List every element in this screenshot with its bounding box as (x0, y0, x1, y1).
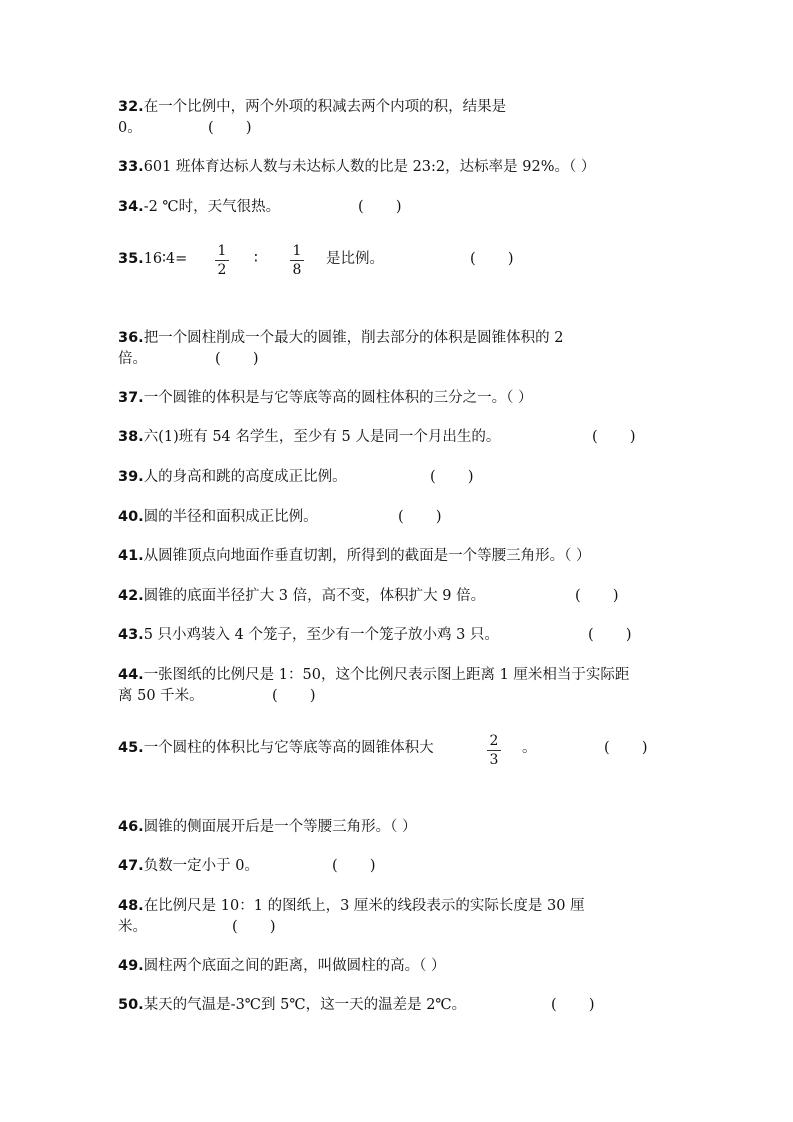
question-text: 5 只小鸡装入 4 个笼子，至少有一个笼子放小鸡 3 只。 (143, 627, 499, 643)
question-text: 601 班体育达标人数与未达标人数的比是 23:2，达标率是 92%。（ ） (143, 159, 596, 175)
question-text: 16∶4= (143, 251, 188, 267)
numerator: 1 (217, 243, 227, 259)
answer-blank[interactable]: ( ) (232, 919, 276, 935)
question-number: 47. (118, 858, 144, 874)
numerator: 1 (292, 243, 302, 259)
question-number: 36. (118, 330, 144, 346)
question-text: 在比例尺是 10：1 的图纸上，3 厘米的线段表示的实际长度是 30 厘 (143, 898, 585, 914)
question-text: 一个圆柱的体积比与它等底等高的圆锥体积大 (143, 740, 434, 756)
question-49 (118, 956, 446, 976)
question-44 (118, 665, 629, 685)
question-text-cont: 离 50 千米。 (118, 688, 204, 704)
answer-blank[interactable]: ( ) (398, 509, 442, 525)
question-number: 42. (118, 588, 144, 604)
question-number: 41. (118, 548, 144, 564)
question-35 (118, 249, 187, 269)
question-number: 45. (118, 740, 144, 756)
question-32 (118, 97, 506, 117)
question-number: 44. (118, 667, 144, 683)
question-text-tail: 是比例。 (326, 251, 384, 267)
question-text: 某天的气温是-3℃到 5℃，这一天的温差是 2℃。 (143, 997, 467, 1013)
question-text: 一个圆锥的体积是与它等底等高的圆柱体积的三分之一。（ ） (143, 390, 533, 406)
question-text: 负数一定小于 0。 (143, 858, 260, 874)
question-48 (118, 896, 585, 916)
fraction (215, 243, 229, 278)
question-37 (118, 388, 533, 408)
denominator: 3 (489, 752, 499, 768)
answer-blank[interactable]: ( ) (575, 588, 619, 604)
question-number: 34. (118, 199, 144, 215)
numerator: 2 (489, 733, 499, 749)
question-number: 35. (118, 251, 144, 267)
answer-blank[interactable]: ( ) (470, 251, 514, 267)
question-39 (118, 467, 347, 487)
question-36 (118, 328, 564, 348)
question-text: 圆锥的底面半径扩大 3 倍，高不变，体积扩大 9 倍。 (143, 588, 486, 604)
question-number: 43. (118, 627, 144, 643)
question-number: 32. (118, 99, 144, 115)
question-text: 圆锥的侧面展开后是一个等腰三角形。（ ） (143, 819, 417, 835)
question-number: 33. (118, 159, 144, 175)
denominator: 8 (292, 262, 302, 278)
question-text: 把一个圆柱削成一个最大的圆锥，削去部分的体积是圆锥体积的 2 (143, 330, 564, 346)
answer-blank[interactable]: ( ) (272, 688, 316, 704)
question-number: 37. (118, 390, 144, 406)
fraction (487, 733, 501, 768)
answer-blank[interactable]: ( ) (208, 120, 252, 136)
question-number: 48. (118, 898, 144, 914)
question-text: 人的身高和跳的高度成正比例。 (143, 469, 347, 485)
answer-blank[interactable]: ( ) (588, 627, 632, 643)
question-text-cont: 米。 (118, 919, 147, 935)
denominator: 2 (217, 262, 227, 278)
question-text: 圆柱两个底面之间的距离，叫做圆柱的高。（ ） (143, 958, 446, 974)
answer-blank[interactable]: ( ) (592, 429, 636, 445)
question-number: 39. (118, 469, 144, 485)
question-47 (118, 856, 259, 876)
question-text: 在一个比例中，两个外项的积减去两个内项的积，结果是 (143, 99, 507, 115)
question-number: 49. (118, 958, 144, 974)
answer-blank[interactable]: ( ) (430, 469, 474, 485)
question-number: 46. (118, 819, 144, 835)
question-text-cont: 0。 (118, 120, 142, 136)
question-50 (118, 995, 466, 1015)
question-33 (118, 157, 595, 177)
question-text: 六(1)班有 54 名学生，至少有 5 人是同一个月出生的。 (143, 429, 501, 445)
answer-blank[interactable]: ( ) (604, 740, 648, 756)
question-text: 圆的半径和面积成正比例。 (143, 509, 318, 525)
question-number: 38. (118, 429, 144, 445)
answer-blank[interactable]: ( ) (358, 199, 402, 215)
question-45 (118, 738, 434, 758)
question-34 (118, 197, 280, 217)
question-text-cont: 倍。 (118, 351, 147, 367)
question-text: -2 ℃时，天气很热。 (143, 199, 281, 215)
answer-blank[interactable]: ( ) (332, 858, 376, 874)
fraction (290, 243, 304, 278)
question-text: 一张图纸的比例尺是 1：50，这个比例尺表示图上距离 1 厘米相当于实际距 (143, 667, 630, 683)
question-42 (118, 586, 485, 606)
question-40 (118, 507, 318, 527)
question-38 (118, 427, 500, 447)
question-text: 从圆锥顶点向地面作垂直切割，所得到的截面是一个等腰三角形。（ ） (143, 548, 591, 564)
question-41 (118, 546, 591, 566)
answer-blank[interactable]: ( ) (551, 997, 595, 1013)
question-text-tail: 。 (522, 740, 537, 756)
question-46 (118, 817, 417, 837)
question-number: 40. (118, 509, 144, 525)
ratio-colon: ∶ (254, 251, 258, 267)
question-43 (118, 625, 499, 645)
answer-blank[interactable]: ( ) (215, 351, 259, 367)
question-number: 50. (118, 997, 144, 1013)
